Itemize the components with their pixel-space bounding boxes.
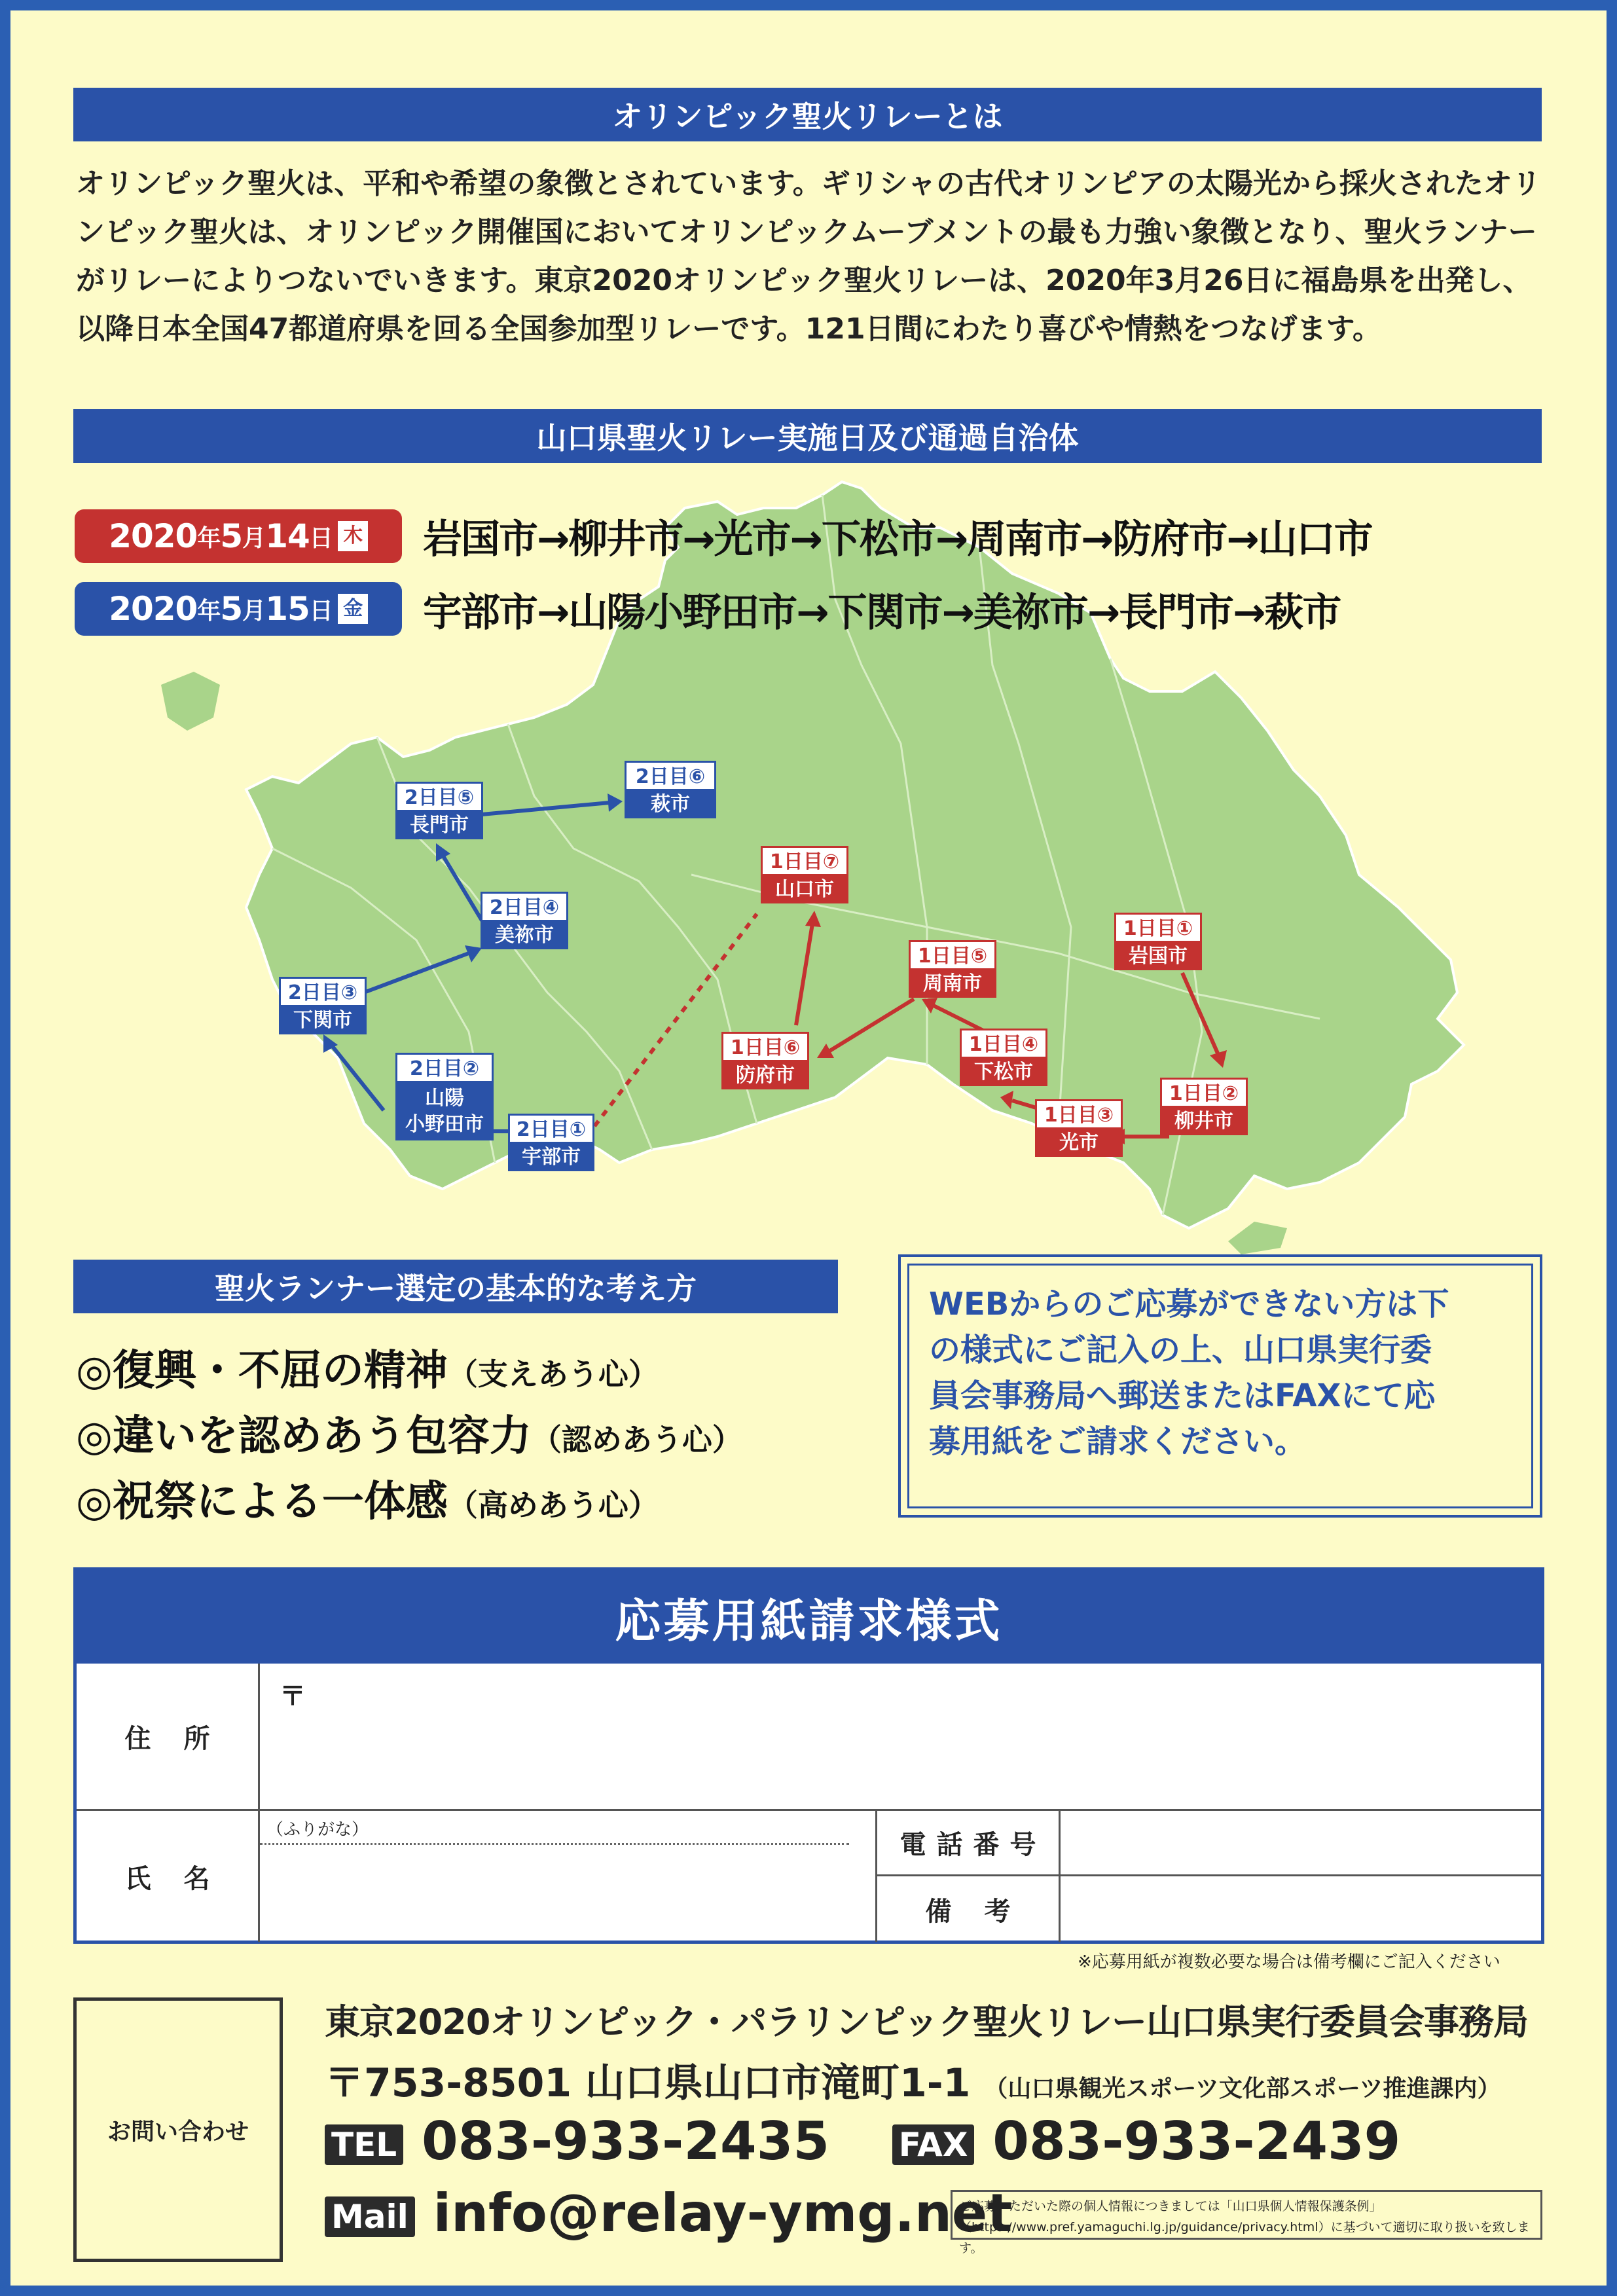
criteria-item-2: ◎違いを認めあう包容力（認めあう心） [76,1412,742,1461]
furigana-field[interactable]: （ふりがな） [260,1811,849,1845]
map-label-kudamatsu: 1日目④ 下松市 [960,1029,1047,1086]
map-label-ube: 2日目① 宇部市 [508,1114,594,1171]
map-label-sanyo-onoda: 2日目② 山陽 小野田市 [395,1053,494,1140]
route-day1: 岩国市→柳井市→光市→下松市→周南市→防府市→山口市 [423,517,1372,562]
weekday-badge: 金 [338,594,368,624]
tel-number[interactable]: 083-933-2435 [421,2111,830,2172]
contact-postal: 〒753-8501 [325,2060,572,2106]
section-title-text: 山口県聖火リレー実施日及び通過自治体 [536,420,1079,456]
route-day2: 宇部市→山陽小野田市→下関市→美祢市→長門市→萩市 [423,590,1341,636]
date-day2: 2020 年 5 月 15 日 金 [75,582,402,636]
postal-mark: 〒 [280,1681,306,1711]
map-label-mine: 2日目④ 美祢市 [481,892,568,949]
map-label-hofu: 1日目⑥ 防府市 [721,1032,809,1089]
mail-address[interactable]: info@relay-ymg.net [433,2183,1013,2244]
map-label-shimonoseki: 2日目③ 下関市 [279,977,367,1034]
section-title-text: 聖火ランナー選定の基本的な考え方 [215,1271,697,1306]
address-label: 住所 [77,1664,260,1811]
map-label-nagato: 2日目⑤ 長門市 [395,782,483,839]
map-label-hikari: 1日目③ 光市 [1035,1099,1123,1157]
contact-address-note: （山口県観光スポーツ文化部スポーツ推進課内） [984,2075,1501,2102]
request-form [73,1567,1544,1944]
fax-number[interactable]: 083-933-2439 [992,2111,1401,2172]
criteria-item-3: ◎祝祭による一体感（高めあう心） [76,1478,659,1526]
map-label-iwakuni: 1日目① 岩国市 [1114,913,1202,970]
contact-address-line [325,2052,1500,2108]
map-label-hagi: 2日目⑥ 萩市 [625,761,716,818]
contact-address: 山口県山口市滝町1-1 [585,2060,971,2106]
contact-phone-line [325,2111,1400,2172]
web-notice-text: WEBからのご応募ができない方は下 の様式にご記入の上、山口県実行委 員会事務局へ郵送またはFAXにて応 募用紙をご請求ください。 [907,1264,1533,1508]
form-footnote: ※応募用紙が複数必要な場合は備考欄にご記入ください [1078,1952,1500,1972]
date-day1: 2020 年 5 月 14 日 木 [75,509,402,563]
contact-label-box: お問い合わせ [73,1997,283,2262]
criteria-item-1: ◎復興・不屈の精神（支えあう心） [76,1347,659,1395]
privacy-note: ご応募いただいた際の個人情報につきましては「山口県個人情報保護条例」 （https://www.pref.yamaguchi.lg.jp/guidance/privacy.html）に基づいて適切に取り扱いを致します。 [951,2190,1542,2240]
section-title-selection [73,1260,838,1313]
phone-field[interactable] [1061,1811,1541,1876]
tel-tag: TEL [325,2124,403,2165]
map-label-shunan: 1日目⑤ 周南市 [909,940,996,998]
section-title-text: オリンピック聖火リレーとは [612,99,1003,134]
map-label-yamaguchi: 1日目⑦ 山口市 [761,846,848,903]
name-field[interactable] [260,1811,877,1942]
name-label: 氏名 [77,1811,260,1942]
contact-org: 東京2020オリンピック・パラリンピック聖火リレー山口県実行委員会事務局 [325,2001,1528,2043]
map-label-yanai: 1日目② 柳井市 [1160,1078,1248,1135]
intro-paragraph: オリンピック聖火は、平和や希望の象徴とされています。ギリシャの古代オリンピアの太陽光から採火されたオリンピック聖火は、オリンピック開催国においてオリンピックムーブメントの最も力強い象徴となり、聖火ランナーがリレーによりつないでいきます。東京2020オリンピック聖火リレーは、2020年3月26日に福島県を出発し、以降日本全国47都道府県を回る全国参加型リレーです。121日間にわたり喜びや情熱をつなげます。 [76,167,1541,346]
weekday-badge: 木 [338,521,368,551]
remarks-field[interactable] [1061,1876,1541,1942]
web-notice-box [898,1254,1542,1518]
contact-mail-line [325,2183,1012,2244]
form-title: 応募用紙請求様式 [77,1571,1541,1664]
map-island-north [161,672,220,731]
phone-label: 電話番号 [877,1811,1061,1876]
fax-tag: FAX [892,2124,975,2165]
address-field[interactable] [260,1664,1541,1811]
remarks-label: 備考 [877,1876,1061,1942]
map-island-east [1228,1222,1287,1254]
mail-tag: Mail [325,2196,415,2237]
